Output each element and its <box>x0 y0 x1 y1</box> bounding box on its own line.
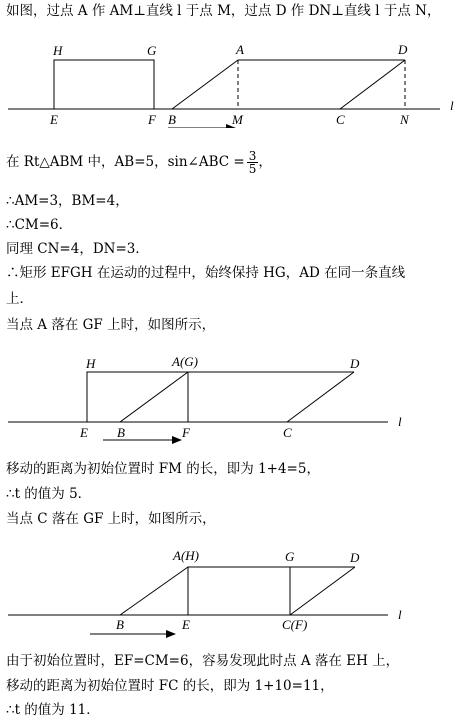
label-d: D <box>350 356 360 371</box>
text-line-2 <box>6 150 272 175</box>
segment-ba <box>172 60 238 109</box>
text-line-1: 如图，过点 A 作 AM⊥直线 l 于点 M，过点 D 作 DN⊥直线 l 于点 N， <box>6 3 441 19</box>
label-n: N <box>400 112 409 127</box>
segment-ba <box>120 567 188 615</box>
text-line-5: 同理 CN=4，DN=3． <box>6 241 149 257</box>
fraction-3-5 <box>247 150 259 175</box>
figure-3 <box>0 545 465 645</box>
label-a-h: A(H) <box>173 548 199 563</box>
text-line-7: 上． <box>6 291 33 307</box>
arrow-head <box>172 436 182 444</box>
text-line-2b: ， <box>258 154 272 170</box>
label-e: E <box>182 617 190 632</box>
rect-efgh <box>188 567 290 615</box>
label-e: E <box>80 425 88 440</box>
label-c: C <box>283 425 292 440</box>
text-line-14: ∴t 的值为 11． <box>6 702 100 718</box>
label-c-f: C(F) <box>282 617 308 632</box>
rect-efgh <box>87 372 188 422</box>
label-l: l <box>450 98 454 113</box>
segment-cd <box>340 60 405 109</box>
label-h: H <box>86 356 96 371</box>
text-line-3: ∴AM=3，BM=4， <box>6 193 129 209</box>
label-b: B <box>168 112 176 127</box>
segment-cd <box>290 567 355 615</box>
label-a: A <box>236 42 244 57</box>
text-line-11: 当点 C 落在 GF 上时，如图所示， <box>6 511 216 527</box>
label-b: B <box>116 617 124 632</box>
fraction-numerator: 3 <box>248 149 257 163</box>
figure-2 <box>0 350 465 450</box>
fraction-denominator: 5 <box>248 162 257 176</box>
label-f: F <box>182 425 190 440</box>
label-e: E <box>50 112 58 127</box>
label-f: F <box>148 112 156 127</box>
segment-cd <box>287 372 354 422</box>
label-g: G <box>285 549 295 564</box>
label-l: l <box>398 414 402 429</box>
rect-efgh <box>54 60 154 109</box>
text-line-12: 由于初始位置时，EF=CM=6，容易发现此时点 A 落在 EH 上， <box>6 653 400 669</box>
text-line-9: 移动的距离为初始位置时 FM 的长，即为 1+4=5， <box>6 461 320 477</box>
text-line-2a: 在 Rt△ABM 中，AB=5，sin∠ABC = <box>6 154 245 170</box>
text-line-13: 移动的距离为初始位置时 FC 的长，即为 1+10=11， <box>6 678 334 694</box>
label-m: M <box>232 112 243 127</box>
text-line-8: 当点 A 落在 GF 上时，如图所示， <box>6 317 216 333</box>
text-line-10: ∴t 的值为 5． <box>6 486 92 502</box>
label-a-g: A(G) <box>172 354 198 369</box>
segment-ba <box>120 372 188 422</box>
arrow-head <box>166 630 176 638</box>
label-h: H <box>53 43 63 58</box>
label-d: D <box>350 550 360 565</box>
label-b: B <box>117 425 125 440</box>
text-line-4: ∴CM=6． <box>6 217 73 233</box>
label-l: l <box>398 607 402 622</box>
figure-1 <box>0 38 465 128</box>
label-d: D <box>398 42 408 57</box>
label-g: G <box>147 43 157 58</box>
text-line-6: ∴矩形 EFGH 在运动的过程中，始终保持 HG，AD 在同一条直线 <box>6 265 406 281</box>
label-c: C <box>336 112 345 127</box>
